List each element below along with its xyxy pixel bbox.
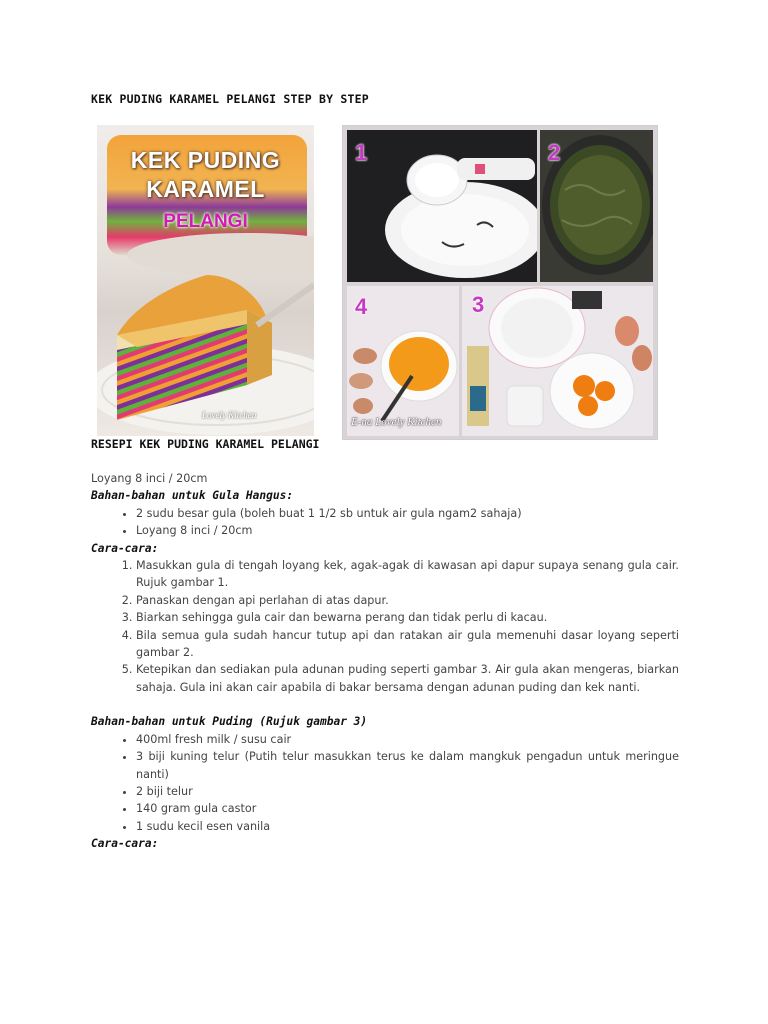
list-item: • 140 gram gula castor: [136, 800, 679, 817]
list-item: • 1 sudu kecil esen vanila: [136, 818, 679, 835]
step-number-1: 1: [355, 140, 368, 165]
cake-cover-image: [97, 125, 314, 436]
cover-watermark: Lovely Kitchen: [202, 410, 257, 420]
list-item: • Loyang 8 inci / 20cm: [136, 522, 679, 539]
cover-title-line2: KARAMEL: [146, 176, 265, 202]
step-number-2: 2: [548, 140, 561, 165]
cake-slice-illustration: [97, 125, 314, 436]
step-3-photo: [462, 286, 653, 436]
step-number-4: 4: [355, 294, 368, 319]
page-heading: KEK PUDING KARAMEL PELANGI STEP BY STEP: [91, 92, 369, 106]
cover-title-line3: PELANGI: [163, 211, 248, 232]
step-1-photo: [347, 130, 537, 282]
caramel-ingredients-title: Bahan-bahan untuk Gula Hangus:: [91, 489, 294, 503]
list-item: 4. Bila semua gula sudah hancur tutup api dan ratakan air gula memenuhi dasar loyang seperti gambar 2.: [136, 627, 679, 662]
sugar-measuring-spoon-illustration: [347, 130, 537, 282]
caramel-method-title: Cara-cara:: [91, 541, 159, 555]
pudding-ingredients-illustration: [462, 286, 653, 436]
recipe-body: [91, 470, 679, 853]
cover-title-line1: KEK PUDING: [130, 147, 281, 173]
list-item: • 3 biji kuning telur (Putih telur masukkan terus ke dalam mangkuk pengadun untuk meringue nanti): [136, 748, 679, 783]
list-item: • 2 sudu besar gula (boleh buat 1 1/2 sb untuk air gula ngam2 sahaja): [136, 505, 679, 522]
list-item: 5. Ketepikan dan sediakan pula adunan puding seperti gambar 3. Air gula akan mengeras, biarkan sahaja. Gula ini akan cair apabila di bakar bersama dengan adunan puding dan kek nanti.: [136, 661, 679, 696]
list-item: • 2 biji telur: [136, 783, 679, 800]
step-4-photo: [347, 286, 459, 436]
spacer: [91, 696, 679, 713]
step-number-3: 3: [472, 292, 485, 317]
caramel-steps-list: [91, 557, 679, 696]
recipe-title: RESEPI KEK PUDING KARAMEL PELANGI: [91, 437, 320, 451]
step-2-photo: [540, 130, 653, 282]
list-item: 2. Panaskan dengan api perlahan di atas dapur.: [136, 592, 679, 609]
caramel-ingredient-list: [91, 505, 679, 540]
list-item: • 400ml fresh milk / susu cair: [136, 731, 679, 748]
list-item: 1. Masukkan gula di tengah loyang kek, agak-agak di kawasan api dapur supaya senang gula cair. Rujuk gambar 1.: [136, 557, 679, 592]
pan-size: Loyang 8 inci / 20cm: [91, 472, 208, 485]
steps-photo-collage: [342, 125, 658, 440]
pudding-ingredients-title: Bahan-bahan untuk Puding (Rujuk gambar 3): [91, 715, 368, 729]
collage-watermark: E-na Lovely Kitchen: [351, 416, 442, 428]
pudding-ingredient-list: [91, 731, 679, 835]
pudding-method-title: Cara-cara:: [91, 837, 159, 851]
list-item: 3. Biarkan sehingga gula cair dan bewarna perang dan tidak perlu di kacau.: [136, 609, 679, 626]
